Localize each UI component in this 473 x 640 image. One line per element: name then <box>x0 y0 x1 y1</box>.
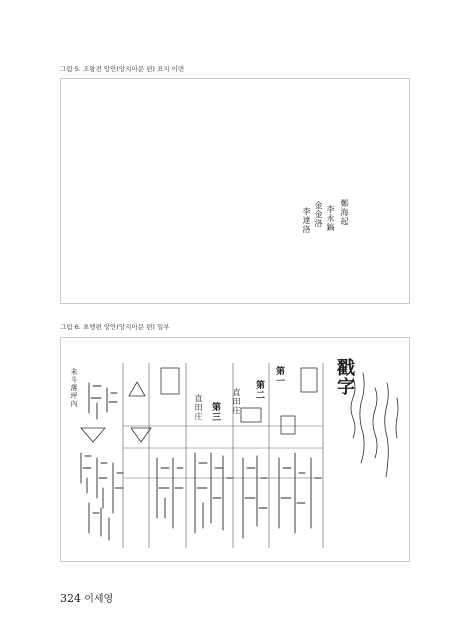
name-column-4: 李達洛 <box>302 207 311 234</box>
figure-6-image <box>60 337 410 562</box>
name-column-3: 金金洛 <box>314 201 323 228</box>
section-third: 第三 <box>210 402 220 422</box>
author-name: 이세영 <box>84 594 114 605</box>
section-second: 第二 <box>254 380 264 400</box>
page-footer <box>60 590 113 605</box>
left-heading: 未斗落坪內 <box>70 368 78 408</box>
page-number: 324 <box>60 592 81 605</box>
figure-6-caption: 그림 6. 초행편 앙안(앙지아문 편) 일부 <box>60 323 170 331</box>
document-title: 戳字 <box>334 358 355 396</box>
section-first: 第一 <box>274 366 284 386</box>
name-column-1: 鄭海起 <box>340 199 349 226</box>
name-column-2: 李永鎬 <box>326 205 335 232</box>
figure-5-caption: 그림 5. 조왕전 앙안(앙지아문 편) 표지 이면 <box>60 65 185 73</box>
field-straight-1: 直田庄 <box>194 394 203 421</box>
figure-5-image <box>60 78 410 304</box>
field-straight-2: 直田庄 <box>232 388 241 415</box>
manuscript-lines <box>61 338 410 562</box>
